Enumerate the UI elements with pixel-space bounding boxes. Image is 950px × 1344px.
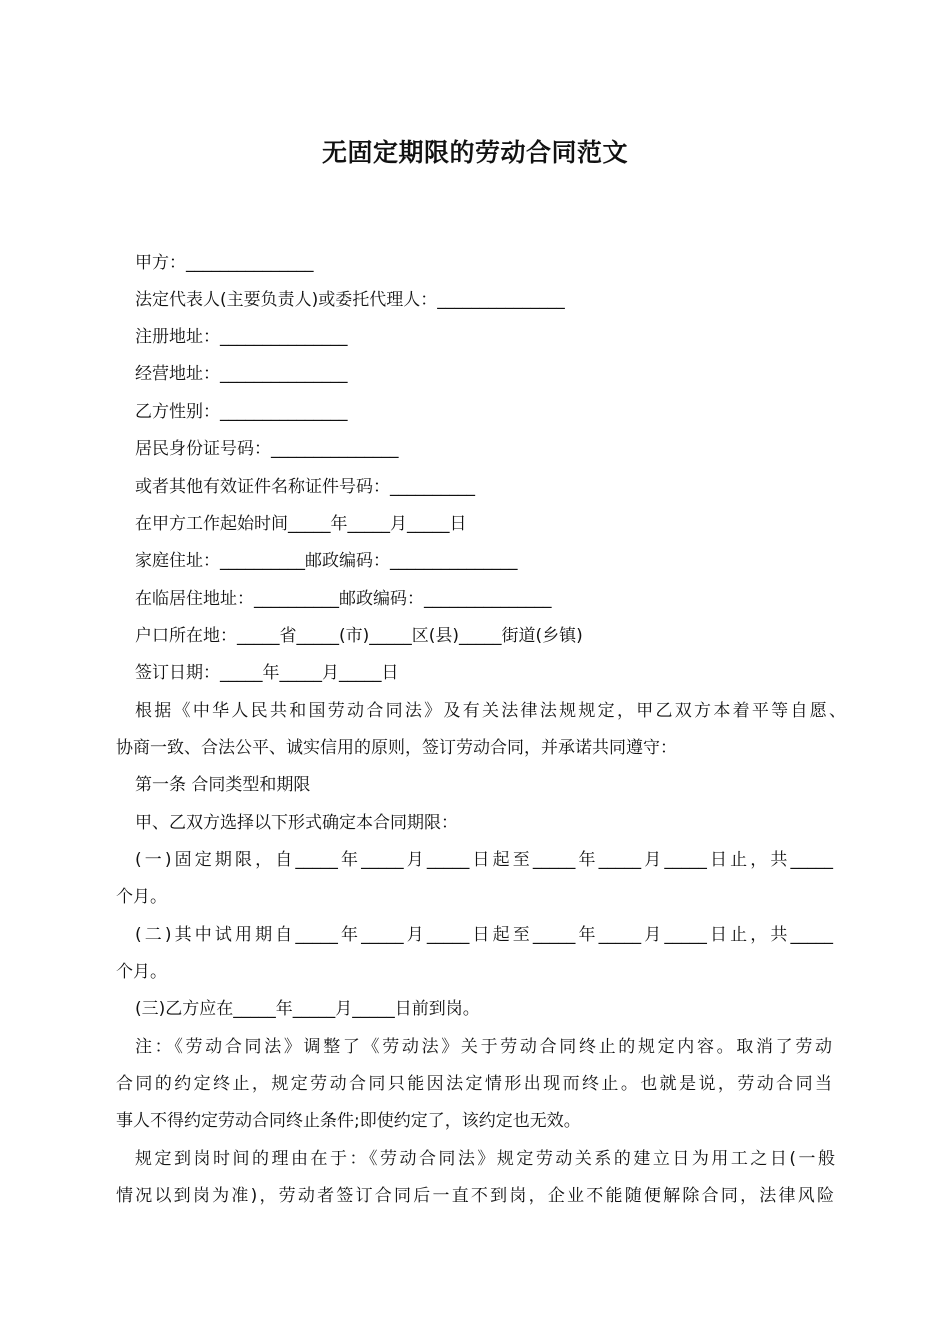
paragraph-line: 情况以到岗为准)，劳动者签订合同后一直不到岗，企业不能随便解除合同，法律风险 xyxy=(116,1186,834,1206)
registered-address-field: 注册地址：_______________ xyxy=(135,327,348,347)
party-b-gender-field: 乙方性别：_______________ xyxy=(135,402,348,422)
article-heading: 第一条 合同类型和期限 xyxy=(135,775,311,795)
clause-line: (二)其中试用期自_____年_____月_____日起至_____年_____月_____日止，共_____ xyxy=(135,925,833,945)
start-date-field: 在甲方工作起始时间_____年_____月_____日 xyxy=(135,514,467,534)
paragraph-line: 协商一致、合法公平、诚实信用的原则，签订劳动合同，并承诺共同遵守： xyxy=(116,738,677,758)
other-id-field: 或者其他有效证件名称证件号码：__________ xyxy=(135,477,475,497)
party-a-field: 甲方：_______________ xyxy=(135,253,314,273)
home-address-field: 家庭住址：__________邮政编码：_______________ xyxy=(135,551,518,571)
clause-line: (三)乙方应在_____年_____月_____日前到岗。 xyxy=(135,999,480,1019)
paragraph-line: 规定到岗时间的理由在于：《劳动合同法》规定劳动关系的建立日为用工之日(一般 xyxy=(135,1149,835,1169)
legal-representative-field: 法定代表人(主要负责人)或委托代理人：_______________ xyxy=(135,290,565,310)
note-line: 合同的约定终止，规定劳动合同只能因法定情形出现而终止。也就是说，劳动合同当 xyxy=(116,1074,832,1094)
note-line: 注：《劳动合同法》调整了《劳动法》关于劳动合同终止的规定内容。取消了劳动 xyxy=(135,1037,832,1057)
id-number-field: 居民身份证号码：_______________ xyxy=(135,439,399,459)
clause-line: (一)固定期限，自_____年_____月_____日起至_____年_____月_____日止，共_____ xyxy=(135,850,833,870)
note-line: 事人不得约定劳动合同终止条件;即使约定了，该约定也无效。 xyxy=(116,1111,581,1131)
business-address-field: 经营地址：_______________ xyxy=(135,364,348,384)
clause-line: 个月。 xyxy=(116,962,167,982)
household-registration-field: 户口所在地：_____省_____(市)_____区(县)_____街道(乡镇) xyxy=(135,626,583,646)
temporary-address-field: 在临居住地址：__________邮政编码：_______________ xyxy=(135,589,552,609)
signing-date-field: 签订日期：_____年_____月_____日 xyxy=(135,663,399,683)
paragraph-line: 根据《中华人民共和国劳动合同法》及有关法律法规规定，甲乙双方本着平等自愿、 xyxy=(135,701,846,721)
document-title: 无固定期限的劳动合同范文 xyxy=(321,138,628,167)
paragraph-line: 甲、乙双方选择以下形式确定本合同期限： xyxy=(135,813,458,833)
clause-line: 个月。 xyxy=(116,887,167,907)
